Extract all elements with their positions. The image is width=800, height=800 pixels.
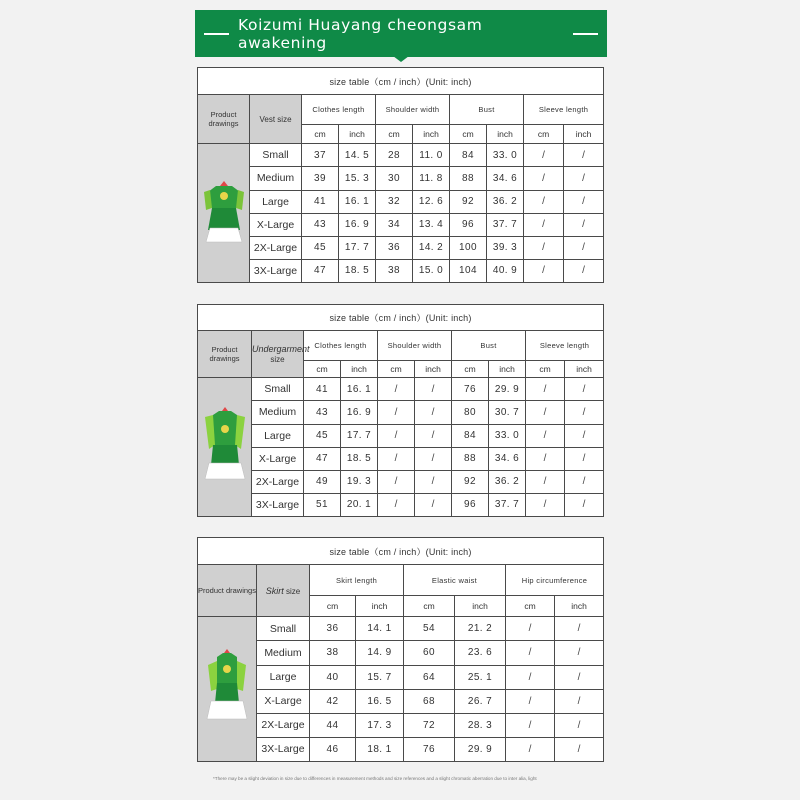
cell-value: 47 bbox=[304, 447, 341, 470]
unit-header: cm bbox=[304, 361, 341, 378]
cell-value: / bbox=[378, 493, 415, 516]
table-row bbox=[198, 713, 604, 737]
size-label: Large bbox=[257, 665, 310, 689]
unit-header: cm bbox=[376, 125, 413, 144]
cell-value: 54 bbox=[404, 617, 455, 641]
size-label: 3X-Large bbox=[257, 737, 310, 761]
cell-value: / bbox=[506, 713, 555, 737]
cell-value: / bbox=[506, 689, 555, 713]
cell-value: 43 bbox=[304, 401, 341, 424]
title-banner bbox=[195, 10, 607, 57]
vest-illustration bbox=[202, 178, 246, 248]
cell-value: 40. 9 bbox=[487, 259, 524, 282]
unit-header: cm bbox=[526, 361, 565, 378]
cell-value: 37 bbox=[302, 144, 339, 167]
cell-value: 25. 1 bbox=[455, 665, 506, 689]
unit-header: inch bbox=[487, 125, 524, 144]
cell-value: 14. 1 bbox=[356, 617, 404, 641]
size-label: Medium bbox=[250, 167, 302, 190]
cell-value: / bbox=[526, 401, 565, 424]
cell-value: 16. 1 bbox=[339, 190, 376, 213]
vest-size-table bbox=[197, 67, 604, 283]
cell-value: 41 bbox=[304, 378, 341, 401]
table-row bbox=[198, 167, 604, 190]
product-image bbox=[198, 378, 252, 517]
product-image bbox=[198, 144, 250, 283]
cell-value: 92 bbox=[450, 190, 487, 213]
cell-value: 37. 7 bbox=[487, 213, 524, 236]
size-label: Medium bbox=[257, 641, 310, 665]
skirt-illustration bbox=[205, 649, 249, 729]
unit-header: cm bbox=[378, 361, 415, 378]
cell-value: 18. 1 bbox=[356, 737, 404, 761]
group-header: Clothes length bbox=[302, 95, 376, 125]
cell-value: 49 bbox=[304, 470, 341, 493]
table-row bbox=[198, 424, 604, 447]
cell-value: 17. 7 bbox=[341, 424, 378, 447]
size-column-header: Undergarment size bbox=[252, 331, 304, 378]
skirt-size-panel bbox=[197, 537, 603, 762]
table-row bbox=[198, 144, 604, 167]
group-header: Skirt length bbox=[310, 565, 404, 596]
cell-value: 33. 0 bbox=[487, 144, 524, 167]
unit-header: inch bbox=[565, 361, 604, 378]
cell-value: 38 bbox=[376, 259, 413, 282]
cell-value: / bbox=[524, 236, 564, 259]
cell-value: / bbox=[555, 641, 604, 665]
group-header: Sleeve length bbox=[526, 331, 604, 361]
group-header: Shoulder width bbox=[376, 95, 450, 125]
cell-value: / bbox=[415, 470, 452, 493]
skirt-size-table bbox=[197, 537, 604, 762]
size-label: 3X-Large bbox=[250, 259, 302, 282]
table-row bbox=[198, 493, 604, 516]
table-row bbox=[198, 213, 604, 236]
size-label: Small bbox=[252, 378, 304, 401]
cell-value: 34. 6 bbox=[487, 167, 524, 190]
size-label: Small bbox=[257, 617, 310, 641]
size-label: Large bbox=[252, 424, 304, 447]
undergarment-size-panel bbox=[197, 304, 603, 517]
group-header: Shoulder width bbox=[378, 331, 452, 361]
cell-value: 88 bbox=[452, 447, 489, 470]
product-drawings-label: Product drawings bbox=[198, 331, 252, 378]
size-label: Medium bbox=[252, 401, 304, 424]
cell-value: 46 bbox=[310, 737, 356, 761]
unit-header: inch bbox=[489, 361, 526, 378]
cell-value: 18. 5 bbox=[339, 259, 376, 282]
size-label: 2X-Large bbox=[252, 470, 304, 493]
cell-value: 39 bbox=[302, 167, 339, 190]
unit-header: inch bbox=[413, 125, 450, 144]
cell-value: / bbox=[524, 144, 564, 167]
cell-value: 37. 7 bbox=[489, 493, 526, 516]
unit-header: inch bbox=[564, 125, 604, 144]
cell-value: 26. 7 bbox=[455, 689, 506, 713]
table-row bbox=[198, 401, 604, 424]
cell-value: / bbox=[524, 213, 564, 236]
cell-value: / bbox=[565, 470, 604, 493]
cell-value: / bbox=[565, 401, 604, 424]
unit-header: cm bbox=[452, 361, 489, 378]
product-drawings-label: Product drawings bbox=[198, 95, 250, 144]
cell-value: 16. 5 bbox=[356, 689, 404, 713]
group-header: Bust bbox=[450, 95, 524, 125]
cell-value: 16. 9 bbox=[341, 401, 378, 424]
cell-value: 51 bbox=[304, 493, 341, 516]
cell-value: 72 bbox=[404, 713, 455, 737]
cell-value: / bbox=[524, 259, 564, 282]
cell-value: 39. 3 bbox=[487, 236, 524, 259]
cell-value: 44 bbox=[310, 713, 356, 737]
cell-value: 92 bbox=[452, 470, 489, 493]
table-row bbox=[198, 617, 604, 641]
unit-header: inch bbox=[356, 596, 404, 617]
size-label: X-Large bbox=[250, 213, 302, 236]
cell-value: / bbox=[555, 713, 604, 737]
cell-value: 100 bbox=[450, 236, 487, 259]
table-title: size table（cm / inch）(Unit: inch) bbox=[198, 538, 604, 565]
cell-value: / bbox=[526, 424, 565, 447]
size-column-header: Vest size bbox=[250, 95, 302, 144]
cell-value: / bbox=[565, 447, 604, 470]
size-label: 2X-Large bbox=[250, 236, 302, 259]
cell-value: 36 bbox=[376, 236, 413, 259]
cell-value: / bbox=[415, 401, 452, 424]
cell-value: 14. 5 bbox=[339, 144, 376, 167]
table-row bbox=[198, 689, 604, 713]
cell-value: 16. 9 bbox=[339, 213, 376, 236]
cell-value: / bbox=[506, 665, 555, 689]
cell-value: / bbox=[526, 470, 565, 493]
cell-value: 41 bbox=[302, 190, 339, 213]
cell-value: 88 bbox=[450, 167, 487, 190]
cell-value: 14. 2 bbox=[413, 236, 450, 259]
cell-value: 104 bbox=[450, 259, 487, 282]
cell-value: 14. 9 bbox=[356, 641, 404, 665]
cell-value: 13. 4 bbox=[413, 213, 450, 236]
cell-value: / bbox=[378, 447, 415, 470]
cell-value: 28 bbox=[376, 144, 413, 167]
banner-dash-right bbox=[573, 33, 598, 35]
cell-value: 76 bbox=[404, 737, 455, 761]
cell-value: / bbox=[415, 493, 452, 516]
cell-value: / bbox=[506, 641, 555, 665]
cell-value: / bbox=[565, 424, 604, 447]
cell-value: / bbox=[555, 689, 604, 713]
cell-value: / bbox=[565, 378, 604, 401]
cell-value: 80 bbox=[452, 401, 489, 424]
group-header: Sleeve length bbox=[524, 95, 604, 125]
product-drawings-label: Product drawings bbox=[198, 565, 257, 617]
cell-value: 60 bbox=[404, 641, 455, 665]
cell-value: / bbox=[555, 665, 604, 689]
cell-value: / bbox=[564, 190, 604, 213]
cell-value: 17. 7 bbox=[339, 236, 376, 259]
table-row bbox=[198, 641, 604, 665]
table-row bbox=[198, 259, 604, 282]
cell-value: / bbox=[524, 190, 564, 213]
cell-value: 36 bbox=[310, 617, 356, 641]
cell-value: 36. 2 bbox=[487, 190, 524, 213]
unit-header: inch bbox=[341, 361, 378, 378]
size-label: 2X-Large bbox=[257, 713, 310, 737]
cell-value: / bbox=[415, 447, 452, 470]
table-title: size table（cm / inch）(Unit: inch) bbox=[198, 305, 604, 331]
cell-value: / bbox=[526, 493, 565, 516]
cell-value: 32 bbox=[376, 190, 413, 213]
cell-value: / bbox=[555, 617, 604, 641]
cell-value: 68 bbox=[404, 689, 455, 713]
cell-value: 84 bbox=[452, 424, 489, 447]
size-label: Large bbox=[250, 190, 302, 213]
cell-value: 11. 8 bbox=[413, 167, 450, 190]
cell-value: / bbox=[378, 470, 415, 493]
cell-value: 34 bbox=[376, 213, 413, 236]
unit-header: inch bbox=[555, 596, 604, 617]
unit-header: inch bbox=[415, 361, 452, 378]
group-header: Hip circumference bbox=[506, 565, 604, 596]
cell-value: 96 bbox=[450, 213, 487, 236]
undergarment-illustration bbox=[203, 405, 247, 489]
table-title: size table（cm / inch）(Unit: inch) bbox=[198, 68, 604, 95]
cell-value: 84 bbox=[450, 144, 487, 167]
cell-value: 19. 3 bbox=[341, 470, 378, 493]
cell-value: 21. 2 bbox=[455, 617, 506, 641]
cell-value: / bbox=[415, 378, 452, 401]
size-column-header: Skirt size bbox=[257, 565, 310, 617]
cell-value: / bbox=[555, 737, 604, 761]
banner-dash-left bbox=[204, 33, 229, 35]
table-row bbox=[198, 737, 604, 761]
table-row bbox=[198, 470, 604, 493]
product-image bbox=[198, 617, 257, 762]
cell-value: 23. 6 bbox=[455, 641, 506, 665]
size-label: X-Large bbox=[252, 447, 304, 470]
cell-value: 45 bbox=[304, 424, 341, 447]
footnote: *There may be a slight deviation in size due to differences in measurement methods and size references and a slight chromatic aberration due to inter alia, light bbox=[213, 776, 537, 781]
vest-size-panel bbox=[197, 67, 603, 283]
size-label: Small bbox=[250, 144, 302, 167]
cell-value: 11. 0 bbox=[413, 144, 450, 167]
cell-value: 15. 7 bbox=[356, 665, 404, 689]
unit-header: cm bbox=[310, 596, 356, 617]
cell-value: 12. 6 bbox=[413, 190, 450, 213]
table-row bbox=[198, 190, 604, 213]
size-label: X-Large bbox=[257, 689, 310, 713]
cell-value: / bbox=[378, 378, 415, 401]
cell-value: 29. 9 bbox=[455, 737, 506, 761]
table-row bbox=[198, 447, 604, 470]
cell-value: / bbox=[524, 167, 564, 190]
group-header: Clothes length bbox=[304, 331, 378, 361]
unit-header: cm bbox=[302, 125, 339, 144]
cell-value: 29. 9 bbox=[489, 378, 526, 401]
cell-value: 15. 0 bbox=[413, 259, 450, 282]
cell-value: / bbox=[564, 236, 604, 259]
size-label: 3X-Large bbox=[252, 493, 304, 516]
unit-header: cm bbox=[506, 596, 555, 617]
cell-value: 28. 3 bbox=[455, 713, 506, 737]
cell-value: / bbox=[526, 378, 565, 401]
cell-value: / bbox=[415, 424, 452, 447]
cell-value: / bbox=[526, 447, 565, 470]
cell-value: 42 bbox=[310, 689, 356, 713]
cell-value: / bbox=[564, 213, 604, 236]
group-header: Bust bbox=[452, 331, 526, 361]
undergarment-size-table bbox=[197, 304, 604, 517]
cell-value: / bbox=[564, 144, 604, 167]
table-row bbox=[198, 665, 604, 689]
unit-header: inch bbox=[455, 596, 506, 617]
cell-value: / bbox=[378, 401, 415, 424]
cell-value: 20. 1 bbox=[341, 493, 378, 516]
cell-value: 30. 7 bbox=[489, 401, 526, 424]
cell-value: 30 bbox=[376, 167, 413, 190]
cell-value: / bbox=[506, 737, 555, 761]
cell-value: 38 bbox=[310, 641, 356, 665]
cell-value: / bbox=[506, 617, 555, 641]
cell-value: 64 bbox=[404, 665, 455, 689]
table-row bbox=[198, 236, 604, 259]
cell-value: 36. 2 bbox=[489, 470, 526, 493]
cell-value: 76 bbox=[452, 378, 489, 401]
cell-value: 96 bbox=[452, 493, 489, 516]
cell-value: 33. 0 bbox=[489, 424, 526, 447]
unit-header: inch bbox=[339, 125, 376, 144]
banner-pointer bbox=[393, 56, 409, 62]
table-row bbox=[198, 378, 604, 401]
banner-title: Koizumi Huayang cheongsam awakening bbox=[238, 15, 483, 52]
cell-value: 15. 3 bbox=[339, 167, 376, 190]
group-header: Elastic waist bbox=[404, 565, 506, 596]
unit-header: cm bbox=[404, 596, 455, 617]
cell-value: 18. 5 bbox=[341, 447, 378, 470]
cell-value: / bbox=[564, 259, 604, 282]
cell-value: 43 bbox=[302, 213, 339, 236]
unit-header: cm bbox=[450, 125, 487, 144]
cell-value: 34. 6 bbox=[489, 447, 526, 470]
cell-value: 16. 1 bbox=[341, 378, 378, 401]
cell-value: 47 bbox=[302, 259, 339, 282]
cell-value: / bbox=[564, 167, 604, 190]
cell-value: 40 bbox=[310, 665, 356, 689]
cell-value: / bbox=[565, 493, 604, 516]
cell-value: / bbox=[378, 424, 415, 447]
cell-value: 17. 3 bbox=[356, 713, 404, 737]
unit-header: cm bbox=[524, 125, 564, 144]
cell-value: 45 bbox=[302, 236, 339, 259]
